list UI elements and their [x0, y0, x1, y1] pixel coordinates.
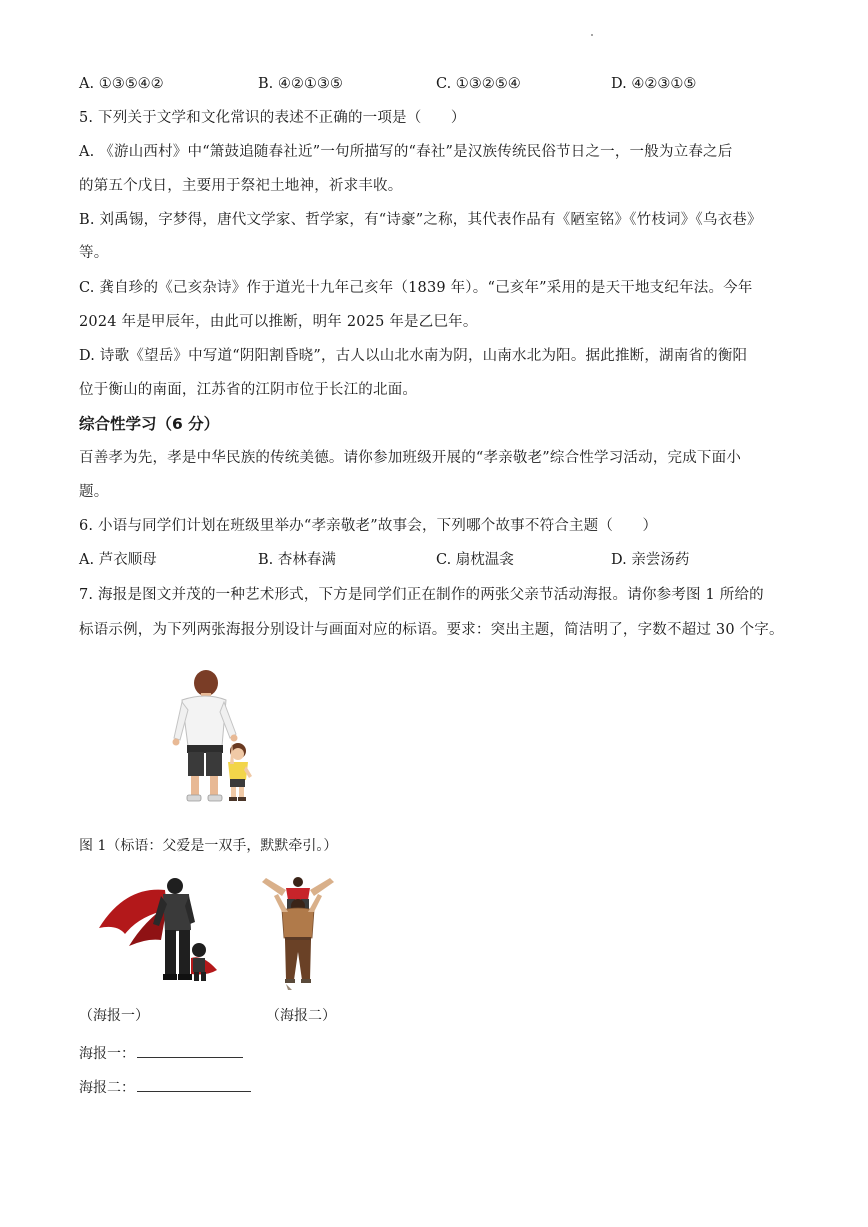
answer2-label: 海报二： — [79, 1080, 135, 1096]
q5-option-b-line2: 等。 — [79, 245, 109, 261]
q5-option-a-line1: A. 《游山西村》中“箫鼓追随春社近”一句所描写的“春社”是汉族传统民俗节日之一，一般为立春之后 — [79, 144, 733, 160]
q6-option-d: D. 亲尝汤药 — [611, 552, 690, 568]
q5-option-c-line2: 2024 年是甲辰年，由此可以推断，明年 2025 年是乙巳年。 — [79, 314, 478, 330]
q5-stem: 5. 下列关于文学和文化常识的表述不正确的一项是（ ） — [79, 110, 466, 126]
q5-option-a-line2: 的第五个戊日，主要用于祭祀土地神，祈求丰收。 — [79, 178, 403, 194]
intro-line1: 百善孝为先，孝是中华民族的传统美德。请你参加班级开展的“孝亲敬老”综合性学习活动，完成下面小 — [79, 450, 742, 466]
q4-option-d: D. ④②③①⑤ — [611, 76, 697, 92]
answer1-label: 海报一： — [79, 1046, 135, 1062]
q7-line1: 7. 海报是图文并茂的一种艺术形式，下方是同学们正在制作的两张父亲节活动海报。请你参考图 1 所给的 — [79, 587, 764, 603]
page-mark — [591, 34, 593, 36]
answer1-blank[interactable] — [137, 1043, 243, 1058]
figure1-caption: 图 1（标语：父爱是一双手，默默牵引。） — [79, 838, 338, 854]
poster1-superhero-illustration — [95, 876, 230, 986]
poster2-shoulder-ride-illustration — [258, 876, 338, 998]
q6-stem: 6. 小语与同学们计划在班级里举办“孝亲敬老”故事会，下列哪个故事不符合主题（ ） — [79, 518, 658, 534]
poster1-caption: （海报一） — [79, 1008, 149, 1024]
q6-option-c: C. 扇枕温衾 — [436, 552, 514, 568]
answer2-blank[interactable] — [137, 1077, 251, 1092]
q5-option-b-line1: B. 刘禹锡，字梦得，唐代文学家、哲学家，有“诗豪”之称，其代表作品有《陋室铭》《竹枝词》《乌衣巷》 — [79, 212, 762, 228]
q5-option-d-line2: 位于衡山的南面，江苏省的江阴市位于长江的北面。 — [79, 382, 418, 398]
figure1-father-child-illustration — [160, 668, 260, 808]
q7-line2: 标语示例，为下列两张海报分别设计与画面对应的标语。要求：突出主题，简洁明了，字数不超过 30 个字。 — [79, 622, 784, 638]
answer-row-1 — [79, 1043, 243, 1064]
intro-line2: 题。 — [79, 484, 109, 500]
answer-row-2 — [79, 1077, 251, 1098]
q6-option-a: A. 芦衣顺母 — [79, 552, 157, 568]
section-title: 综合性学习（6 分） — [79, 415, 220, 433]
q4-option-b: B. ④②①③⑤ — [258, 76, 343, 92]
q6-option-b: B. 杏林春满 — [258, 552, 336, 568]
q4-option-a: A. ①③⑤④② — [79, 76, 164, 92]
poster2-caption: （海报二） — [266, 1008, 336, 1024]
q5-option-d-line1: D. 诗歌《望岳》中写道“阴阳割昏晓”，古人以山北水南为阴，山南水北为阳。据此推断，湖南省的衡阳 — [79, 348, 748, 364]
q4-option-c: C. ①③②⑤④ — [436, 76, 521, 92]
q5-option-c-line1: C. 龚自珍的《己亥杂诗》作于道光十九年己亥年（1839 年）。“己亥年”采用的是天干地支纪年法。今年 — [79, 280, 753, 296]
